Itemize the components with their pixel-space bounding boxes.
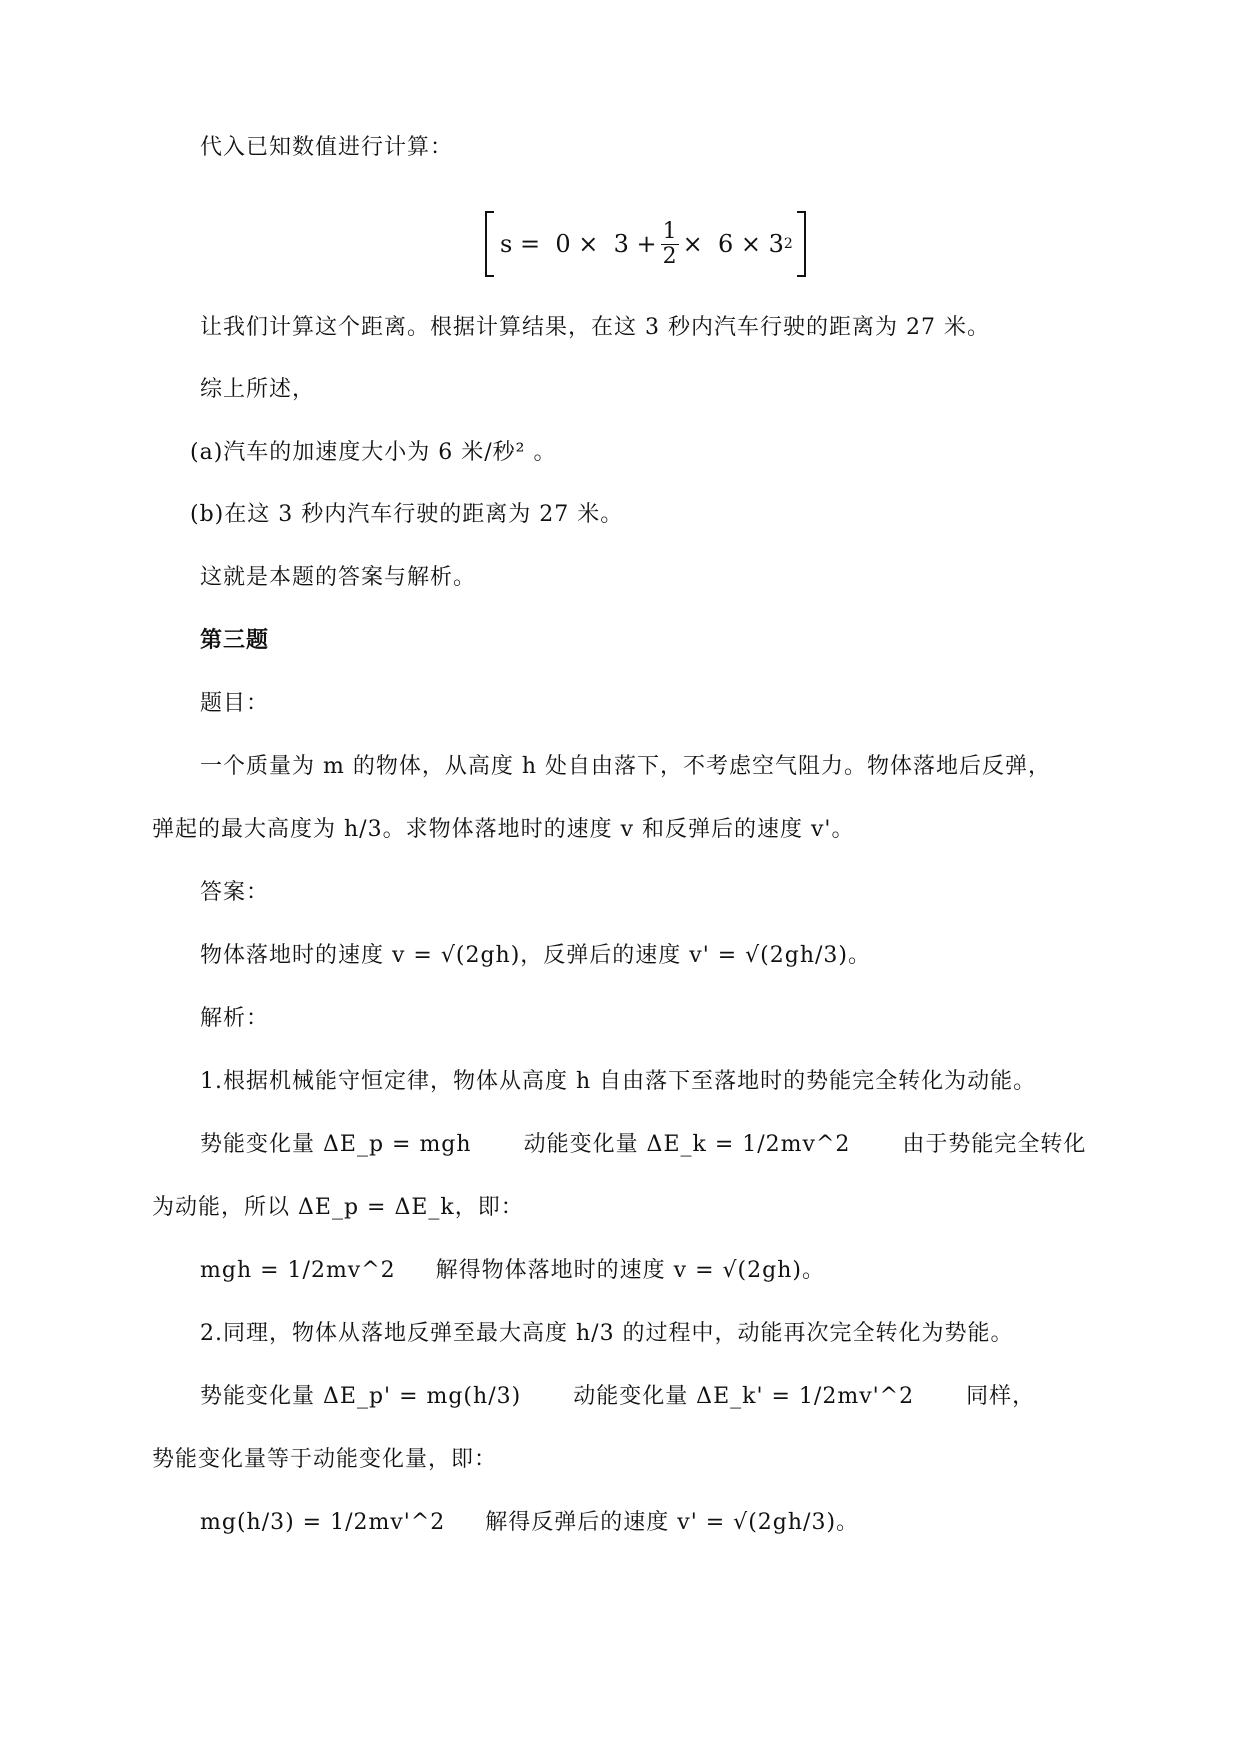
potential-energy-change: 势能变化量 ΔE_p = mgh (200, 1132, 472, 1157)
analysis-energy-line-1 (200, 1130, 1086, 1160)
formula-fraction (661, 220, 679, 269)
analysis-step-1: 1.根据机械能守恒定律，物体从高度 h 自由落下至落地时的势能完全转化为动能。 (200, 1069, 1037, 1094)
distance-formula (485, 208, 806, 280)
formula-right-bracket (797, 211, 806, 277)
paragraph-calc-intro: 代入已知数值进行计算： (200, 135, 454, 160)
energy-conversion-text: 由于势能完全转化 (902, 1132, 1087, 1157)
answer-text: 物体落地时的速度 v = √(2gh)，反弹后的速度 v' = √(2gh/3)。 (200, 943, 872, 968)
question-text-line-2: 弹起的最大高度为 h/3。求物体落地时的速度 v 和反弹后的速度 v'。 (152, 817, 855, 842)
analysis-equation-2 (200, 1508, 859, 1538)
formula-lhs: s = (500, 230, 548, 258)
kinetic-energy-change-prime: 动能变化量 ΔE_k' = 1/2mv'^2 (573, 1384, 915, 1409)
analysis-energy-line-2: 为动能，所以 ΔE_p = ΔE_k，即： (152, 1195, 524, 1220)
formula-fraction-denominator: 2 (662, 243, 677, 269)
answer-a: (a)汽车的加速度大小为 6 米/秒² 。 (190, 440, 557, 465)
equation-mgh: mgh = 1/2mv^2 (200, 1258, 396, 1283)
formula-exponent: 2 (783, 236, 793, 252)
label-analysis: 解析： (200, 1006, 270, 1031)
formula-fraction-numerator: 1 (662, 218, 677, 244)
label-question: 题目： (200, 691, 270, 716)
analysis-equation-1 (200, 1256, 825, 1286)
label-answer: 答案： (200, 880, 270, 905)
similarly-text: 同样， (966, 1384, 1036, 1409)
kinetic-energy-change: 动能变化量 ΔE_k = 1/2mv^2 (523, 1132, 851, 1157)
paragraph-conclusion: 这就是本题的答案与解析。 (200, 565, 477, 590)
answer-b: (b)在这 3 秒内汽车行驶的距离为 27 米。 (190, 502, 624, 527)
section-heading-question-3: 第三题 (200, 628, 270, 653)
solution-v-prime: 解得反弹后的速度 v' = √(2gh/3)。 (485, 1510, 860, 1535)
equation-mg-h3: mg(h/3) = 1/2mv'^2 (200, 1510, 446, 1535)
formula-part2: × 6 × 3 (682, 230, 784, 258)
analysis-energy-line-4: 势能变化量等于动能变化量，即： (152, 1447, 498, 1472)
formula-left-bracket (485, 211, 494, 277)
potential-energy-change-prime: 势能变化量 ΔE_p' = mg(h/3) (200, 1384, 522, 1409)
paragraph-distance-result: 让我们计算这个距离。根据计算结果，在这 3 秒内汽车行驶的距离为 27 米。 (200, 315, 990, 340)
question-text-line-1: 一个质量为 m 的物体，从高度 h 处自由落下，不考虑空气阻力。物体落地后反弹， (200, 754, 1052, 779)
analysis-step-2: 2.同理，物体从落地反弹至最大高度 h/3 的过程中，动能再次完全转化为势能。 (200, 1321, 1014, 1346)
analysis-energy-line-3 (200, 1382, 1035, 1412)
solution-v: 解得物体落地时的速度 v = √(2gh)。 (435, 1258, 825, 1283)
formula-part1: 0 × 3 + (547, 230, 657, 258)
paragraph-summary: 综上所述， (200, 377, 316, 402)
